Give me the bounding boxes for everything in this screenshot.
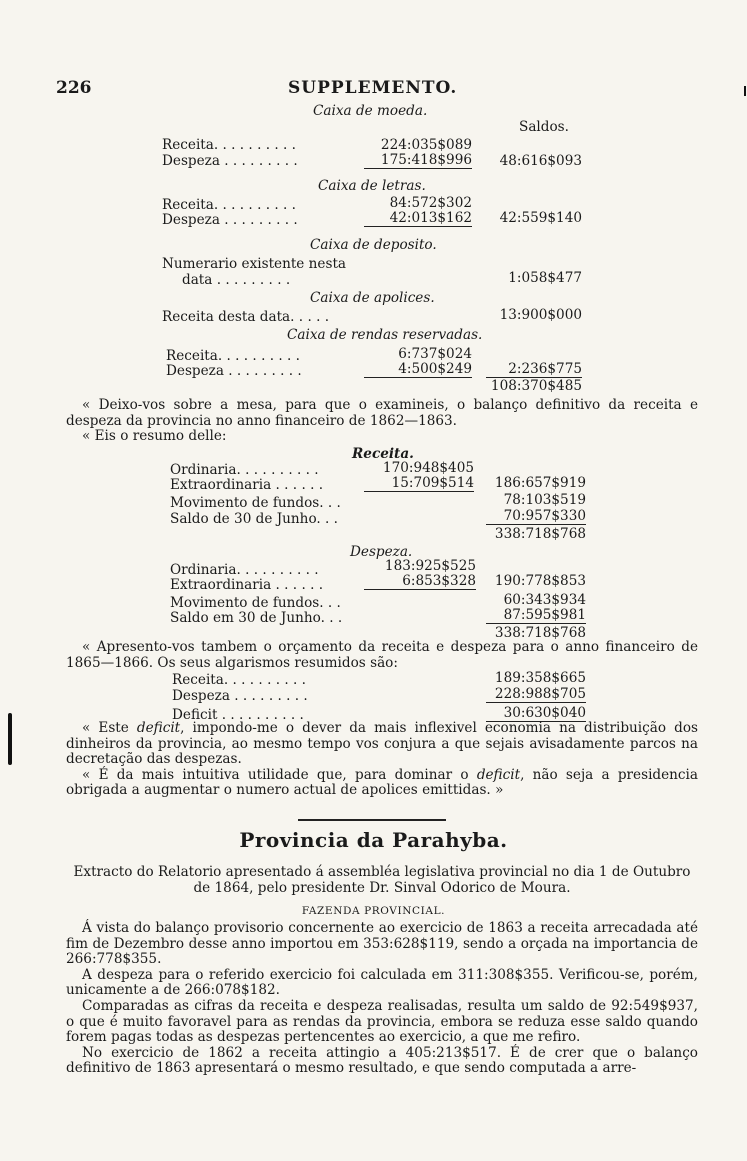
resumo-despeza-total: 338:718$768 <box>494 625 586 641</box>
resumo-receita-v1: 170:948$405 <box>382 460 474 476</box>
paragraph-orcamento <box>66 640 698 671</box>
body-text <box>66 921 698 1077</box>
scan-mark <box>8 713 12 765</box>
caixa-deposito-title: Caixa de deposito. <box>310 237 437 253</box>
section-subtitle: FAZENDA PROVINCIAL. <box>301 905 446 917</box>
paragraph-orcamento-text: « Apresento-vos tambem o orçamento da receita e despeza para o anno financeiro de 1865—1866. Os seus algarismos resumidos são: <box>66 639 698 671</box>
rendas-despeza-label: Despeza . . . . . . . . . <box>166 363 302 379</box>
resumo-receita-label: Ordinaria. . . . . . . . . . <box>170 462 319 478</box>
caixa-letras-title: Caixa de letras. <box>318 178 426 194</box>
letras-despeza-value: 42:013$162 <box>364 210 472 227</box>
resumo-despeza-label: Extraordinaria . . . . . . <box>170 577 324 593</box>
letras-receita-label: Receita. . . . . . . . . . <box>162 197 296 213</box>
resumo-receita-title: Receita. <box>352 446 414 462</box>
deficit-text-c: , impondo-me o dever da mais inflexivel economia na distribuição dos dinheiros da provincia, ao mesmo tempo vos conjura a que sejais avisadamente parcos na decretação das despezas. <box>66 720 698 768</box>
moeda-saldo-value: 48:616$093 <box>499 153 582 169</box>
apolices-label: Receita desta data. . . . . <box>162 309 330 325</box>
caixas-total-value: 108:370$485 <box>490 378 582 394</box>
rendas-despeza-value: 4:500$249 <box>364 361 472 378</box>
rendas-saldo-value: 2:236$775 <box>486 361 582 378</box>
resumo-despeza-v2: 60:343$934 <box>503 592 586 608</box>
utilidade-text-a: « É da mais intuitiva utilidade que, para dominar o <box>82 766 477 783</box>
orcamento-value: 30:630$040 <box>486 705 586 722</box>
caixa-rendas-title: Caixa de rendas reservadas. <box>287 327 483 343</box>
resumo-receita-total: 338:718$768 <box>494 526 586 542</box>
orcamento-label: Despeza . . . . . . . . . <box>172 688 308 704</box>
caixa-apolices-title: Caixa de apolices. <box>310 290 435 306</box>
body-paragraph: No exercicio de 1862 a receita attingio a 405:213$517. É de crer que o balanço definitivo de 1863 apresentará o mesmo resultado, e que sendo computada a arre- <box>66 1044 698 1077</box>
letras-receita-value: 84:572$302 <box>389 195 472 211</box>
scan-mark-edge <box>744 86 746 96</box>
moeda-receita-label: Receita. . . . . . . . . . <box>162 137 296 153</box>
paragraph-balanco-text: « Deixo-vos sobre a mesa, para que o examineis, o balanço definitivo da receita e despeza da provincia no anno financeiro de 1862—1863. <box>66 397 698 429</box>
resumo-despeza-v1: 183:925$525 <box>384 558 476 574</box>
paragraph-balanco <box>66 398 698 445</box>
caixa-moeda-title: Caixa de moeda. <box>313 103 428 119</box>
resumo-despeza-title: Despeza. <box>350 544 413 560</box>
resumo-despeza-label: Movimento de fundos. . . <box>170 595 341 611</box>
moeda-receita-value: 224:035$089 <box>380 137 472 153</box>
resumo-despeza-v2: 87:595$981 <box>486 607 586 624</box>
resumo-despeza-v1: 6:853$328 <box>364 573 476 590</box>
orcamento-value: 228:988$705 <box>486 686 586 703</box>
body-paragraph: Á vista do balanço provisorio concernente ao exercicio de 1863 a receita arrecadada até fim de Dezembro desse anno importou em 353:628$119, sendo a orçada na importancia de 266:778$355. <box>66 920 698 968</box>
deposito-saldo-value: 1:058$477 <box>508 270 582 286</box>
deposito-label-line2: data . . . . . . . . . <box>182 272 291 288</box>
resumo-receita-v2: 70:957$330 <box>486 508 586 525</box>
moeda-despeza-label: Despeza . . . . . . . . . <box>162 153 298 169</box>
resumo-receita-v2: 186:657$919 <box>494 475 586 491</box>
apolices-saldo-value: 13:900$000 <box>499 307 582 323</box>
letras-saldo-value: 42:559$140 <box>499 210 582 226</box>
running-title: SUPPLEMENTO. <box>288 78 458 98</box>
orcamento-label: Deficit . . . . . . . . . . <box>172 707 304 723</box>
moeda-despeza-value: 175:418$996 <box>364 152 472 169</box>
paragraph-deficit <box>66 721 698 799</box>
resumo-despeza-v2: 190:778$853 <box>494 573 586 589</box>
body-paragraph: A despeza para o referido exercicio foi calculada em 311:308$355. Verificou-se, porém, unicamente a de 266:078$182. <box>66 966 698 999</box>
rendas-receita-label: Receita. . . . . . . . . . <box>166 348 300 364</box>
rendas-receita-value: 6:737$024 <box>398 346 472 362</box>
deficit-text-b: deficit <box>136 720 181 736</box>
resumo-despeza-label: Saldo em 30 de Junho. . . <box>170 610 343 626</box>
page-number: 226 <box>56 78 92 98</box>
paragraph-resumo-text: « Eis o resumo delle: <box>82 428 227 445</box>
orcamento-value: 189:358$665 <box>494 670 586 686</box>
deposito-label-line1: Numerario existente nesta <box>162 256 347 272</box>
resumo-receita-label: Movimento de fundos. . . <box>170 495 341 511</box>
saldos-label: Saldos. <box>519 119 569 135</box>
letras-despeza-label: Despeza . . . . . . . . . <box>162 212 298 228</box>
orcamento-label: Receita. . . . . . . . . . <box>172 672 306 688</box>
body-paragraph: Comparadas as cifras da receita e despeza realisadas, resulta um saldo de 92:549$937, o que é muito favoravel para as rendas da provincia, embora se reduza esse saldo quando forem pagas todas as despezas pertencentes ao exercicio, a que me refiro. <box>66 997 698 1046</box>
resumo-receita-label: Saldo de 30 de Junho. . . <box>170 511 338 527</box>
deficit-text-a: « Este <box>82 720 137 736</box>
resumo-receita-v1: 15:709$514 <box>364 475 474 492</box>
section-title: Provincia da Parahyba. <box>239 828 508 852</box>
section-divider <box>298 819 446 821</box>
section-extract: Extracto do Relatorio apresentado á assembléa legislativa provincial no dia 1 de Outubro de 1864, pelo presidente Dr. Sinval Odorico de Moura. <box>73 864 691 896</box>
resumo-receita-v2: 78:103$519 <box>503 492 586 508</box>
utilidade-text-c: , não seja a presidencia obrigada a augmentar o numero actual de apolices emittidas. » <box>66 766 698 799</box>
resumo-despeza-label: Ordinaria. . . . . . . . . . <box>170 562 319 578</box>
resumo-receita-label: Extraordinaria . . . . . . <box>170 477 324 493</box>
utilidade-text-b: deficit <box>476 766 521 783</box>
